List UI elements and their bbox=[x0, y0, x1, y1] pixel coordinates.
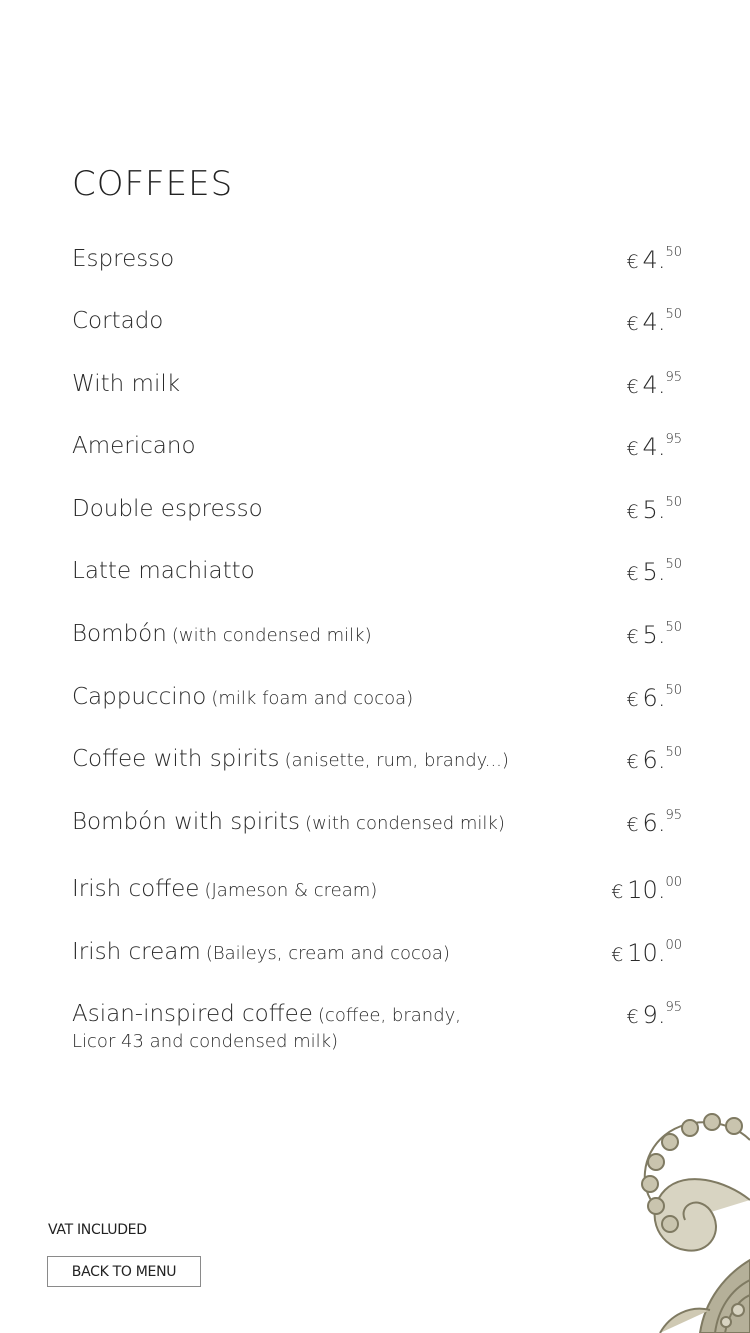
item-price bbox=[626, 684, 682, 712]
currency-symbol: € bbox=[611, 944, 624, 966]
item-description: (with condensed milk) bbox=[305, 813, 505, 834]
item-price bbox=[626, 809, 682, 837]
currency-symbol: € bbox=[626, 751, 639, 773]
item-price bbox=[626, 621, 682, 649]
price-whole: 5. bbox=[642, 621, 666, 649]
price-cents: 50 bbox=[665, 557, 682, 572]
price-whole: 5. bbox=[642, 496, 666, 524]
item-price bbox=[611, 876, 682, 904]
item-price bbox=[626, 246, 682, 274]
price-cents: 95 bbox=[665, 370, 682, 385]
price-whole: 4. bbox=[642, 433, 666, 461]
item-name: Coffee with spirits bbox=[72, 746, 280, 772]
price-cents: 50 bbox=[665, 683, 682, 698]
currency-symbol: € bbox=[611, 881, 624, 903]
item-price bbox=[626, 433, 682, 461]
currency-symbol: € bbox=[626, 376, 639, 398]
currency-symbol: € bbox=[626, 501, 639, 523]
paisley-ornament-icon bbox=[630, 1110, 750, 1333]
item-description: (Jameson & cream) bbox=[204, 880, 378, 901]
price-cents: 95 bbox=[665, 432, 682, 447]
item-name: Irish coffee bbox=[72, 876, 200, 902]
price-whole: 4. bbox=[642, 371, 666, 399]
price-cents: 50 bbox=[665, 245, 682, 260]
item-description: (coffee, brandy, Licor 43 and condensed milk) bbox=[72, 1005, 461, 1052]
price-whole: 4. bbox=[642, 246, 666, 274]
price-whole: 6. bbox=[642, 809, 666, 837]
price-cents: 00 bbox=[665, 875, 682, 890]
price-whole: 10. bbox=[627, 876, 666, 904]
price-whole: 6. bbox=[642, 684, 666, 712]
price-whole: 5. bbox=[642, 558, 666, 586]
price-whole: 10. bbox=[627, 939, 666, 967]
price-whole: 9. bbox=[642, 1001, 666, 1029]
item-price bbox=[626, 371, 682, 399]
price-cents: 95 bbox=[665, 1000, 682, 1015]
price-cents: 00 bbox=[665, 938, 682, 953]
price-whole: 4. bbox=[642, 308, 666, 336]
item-name: Cappuccino bbox=[72, 684, 207, 710]
item-description: (milk foam and cocoa) bbox=[211, 688, 414, 709]
back-to-menu-button[interactable]: BACK TO MENU bbox=[47, 1256, 201, 1287]
item-name: Double espresso bbox=[72, 496, 263, 522]
price-whole: 6. bbox=[642, 746, 666, 774]
item-name: Espresso bbox=[72, 246, 175, 272]
item-name: Latte machiatto bbox=[72, 558, 255, 584]
price-cents: 50 bbox=[665, 620, 682, 635]
page-title: COFFEES bbox=[72, 164, 234, 204]
price-cents: 50 bbox=[665, 745, 682, 760]
price-cents: 50 bbox=[665, 307, 682, 322]
vat-included-note: VAT INCLUDED bbox=[48, 1222, 147, 1238]
currency-symbol: € bbox=[626, 313, 639, 335]
item-price bbox=[626, 746, 682, 774]
currency-symbol: € bbox=[626, 626, 639, 648]
item-name: Bombón bbox=[72, 621, 167, 647]
item-description: (anisette, rum, brandy...) bbox=[284, 750, 509, 771]
currency-symbol: € bbox=[626, 689, 639, 711]
item-name: Americano bbox=[72, 433, 196, 459]
currency-symbol: € bbox=[626, 438, 639, 460]
price-cents: 50 bbox=[665, 495, 682, 510]
item-price bbox=[626, 496, 682, 524]
item-name: With milk bbox=[72, 371, 181, 397]
item-name: Irish cream bbox=[72, 939, 201, 965]
item-description: (Baileys, cream and cocoa) bbox=[205, 943, 450, 964]
currency-symbol: € bbox=[626, 814, 639, 836]
item-name: Asian-inspired coffee bbox=[72, 1001, 313, 1027]
item-description: (with condensed milk) bbox=[171, 625, 372, 646]
price-cents: 95 bbox=[665, 808, 682, 823]
item-price bbox=[611, 939, 682, 967]
item-price bbox=[626, 308, 682, 336]
item-price bbox=[626, 1001, 682, 1029]
currency-symbol: € bbox=[626, 1006, 639, 1028]
item-name: Cortado bbox=[72, 308, 164, 334]
item-price bbox=[626, 558, 682, 586]
currency-symbol: € bbox=[626, 563, 639, 585]
item-name: Bombón with spirits bbox=[72, 809, 301, 835]
currency-symbol: € bbox=[626, 251, 639, 273]
